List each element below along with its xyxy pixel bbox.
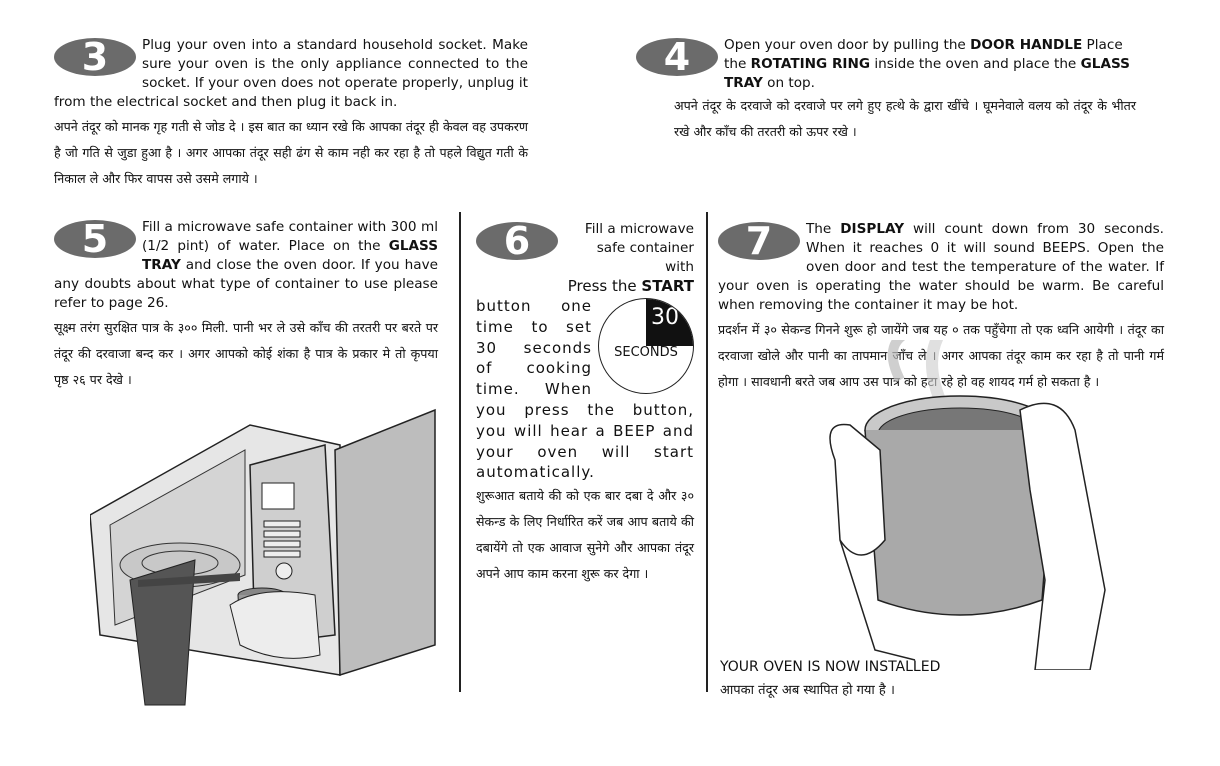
step-6-text-en-b: Press the START bbox=[567, 277, 694, 295]
step-5-text-hi: सूक्ष्म तरंग सुरक्षित पात्र के ३०० मिली. पानी भर ले उसे काँच की तरतरी पर बरते पर तंदूर की दरवाजा बन्द कर । अगर आपको कोई शंका है पात्र के प्रकार मे तो कृपया पृष्ठ २६ पर देखे । bbox=[54, 320, 438, 387]
step-4 bbox=[636, 36, 1136, 145]
step-5-badge: 5 bbox=[54, 220, 136, 258]
microwave-illustration bbox=[90, 405, 440, 710]
step-5-text-en: Fill a microwave safe container with 300 ml (1/2 pint) of water. Place on the GLASS TRAY and close the oven door. If you have any doubts about what type of container to use please refer to page 26. bbox=[54, 219, 438, 311]
timer-dial bbox=[598, 298, 694, 394]
step-6-text-en-a: Fill a microwave safe container with bbox=[584, 221, 694, 275]
step-4-text-en: Open your oven door by pulling the DOOR HANDLE Place the ROTATING RING inside the oven and place the GLASS TRAY on top. bbox=[724, 37, 1130, 91]
step-3-text-hi: अपने तंदूर को मानक गृह गती से जोड दे । इस बात का ध्यान रखे कि आपका तंदूर ही केवल वह उपकरण है जो गति से जुडा हुआ है । अगर आपका तंदूर सही ढंग से काम नही कर रहा है तो पहले विद्युत गती के निकाल ले और फिर वापस उसे उसमे लगाये । bbox=[54, 119, 528, 186]
installed-text-en: YOUR OVEN IS NOW INSTALLED bbox=[720, 659, 941, 675]
installed-text-hi: आपका तंदूर अब स्थापित हो गया है । bbox=[720, 683, 895, 698]
step-7-text-en: The DISPLAY will count down from 30 seconds. When it reaches 0 it will sound BEEPS. Open the oven door and test the temperature of the water. If your oven is operating the water should be warm. Be careful when removing the container it may be hot. bbox=[718, 221, 1164, 313]
step-7-text-hi: प्रदर्शन में ३० सेकन्ड गिनने शुरू हो जायेंगे जब यह ० तक पहुँचेगा तो एक ध्वनि आयेगी । तंदूर का दरवाजा खोले और पानी का तापमान जाँच ले । अगर आपका तंदूर काम कर रहा है तो पानी गर्म होगा । सावधानी बरते जब आप उस पात्र को हटा रहे हो वह शायद गर्म हो सकता है । bbox=[718, 322, 1164, 389]
step-4-text-hi: अपने तंदूर के दरवाजे को दरवाजे पर लगे हुए हत्थे के द्वारा खींचे । घूमनेवाले वलय को तंदूर के भीतर रखे और काँच की तरतरी को ऊपर रखे । bbox=[674, 98, 1136, 139]
step-6-text-en-d: button one time to set 30 seconds of cooking time. When you press the button, you will hear a BEEP and your oven will start automatically. bbox=[476, 297, 694, 482]
divider-right bbox=[706, 212, 708, 692]
divider-left bbox=[459, 212, 461, 692]
step-3-text-en: Plug your oven into a standard household socket. Make sure your oven is the only appliance connected to the socket. If your oven does not operate properly, unplug it from the electrical socket and then plug it back in. bbox=[54, 37, 528, 110]
step-6-text-hi: शुरूआत बताये की को एक बार दबा दे और ३० सेकन्ड के लिए निर्धारित करें जब आप बताये की दबायेंगे तो एक आवाज सुनेगे और आपका तंदूर अपने आप काम करना शुरू कर देगा । bbox=[476, 488, 694, 582]
hands-cup-illustration bbox=[820, 340, 1120, 670]
step-5 bbox=[54, 218, 438, 393]
step-7-badge: 7 bbox=[718, 222, 800, 260]
step-3-badge: 3 bbox=[54, 38, 136, 76]
timer-value: 30 bbox=[651, 305, 679, 330]
timer-label: SECONDS bbox=[614, 345, 678, 360]
step-3 bbox=[54, 36, 528, 192]
step-4-badge: 4 bbox=[636, 38, 718, 76]
step-6 bbox=[476, 220, 694, 587]
step-6-badge: 6 bbox=[476, 222, 558, 260]
